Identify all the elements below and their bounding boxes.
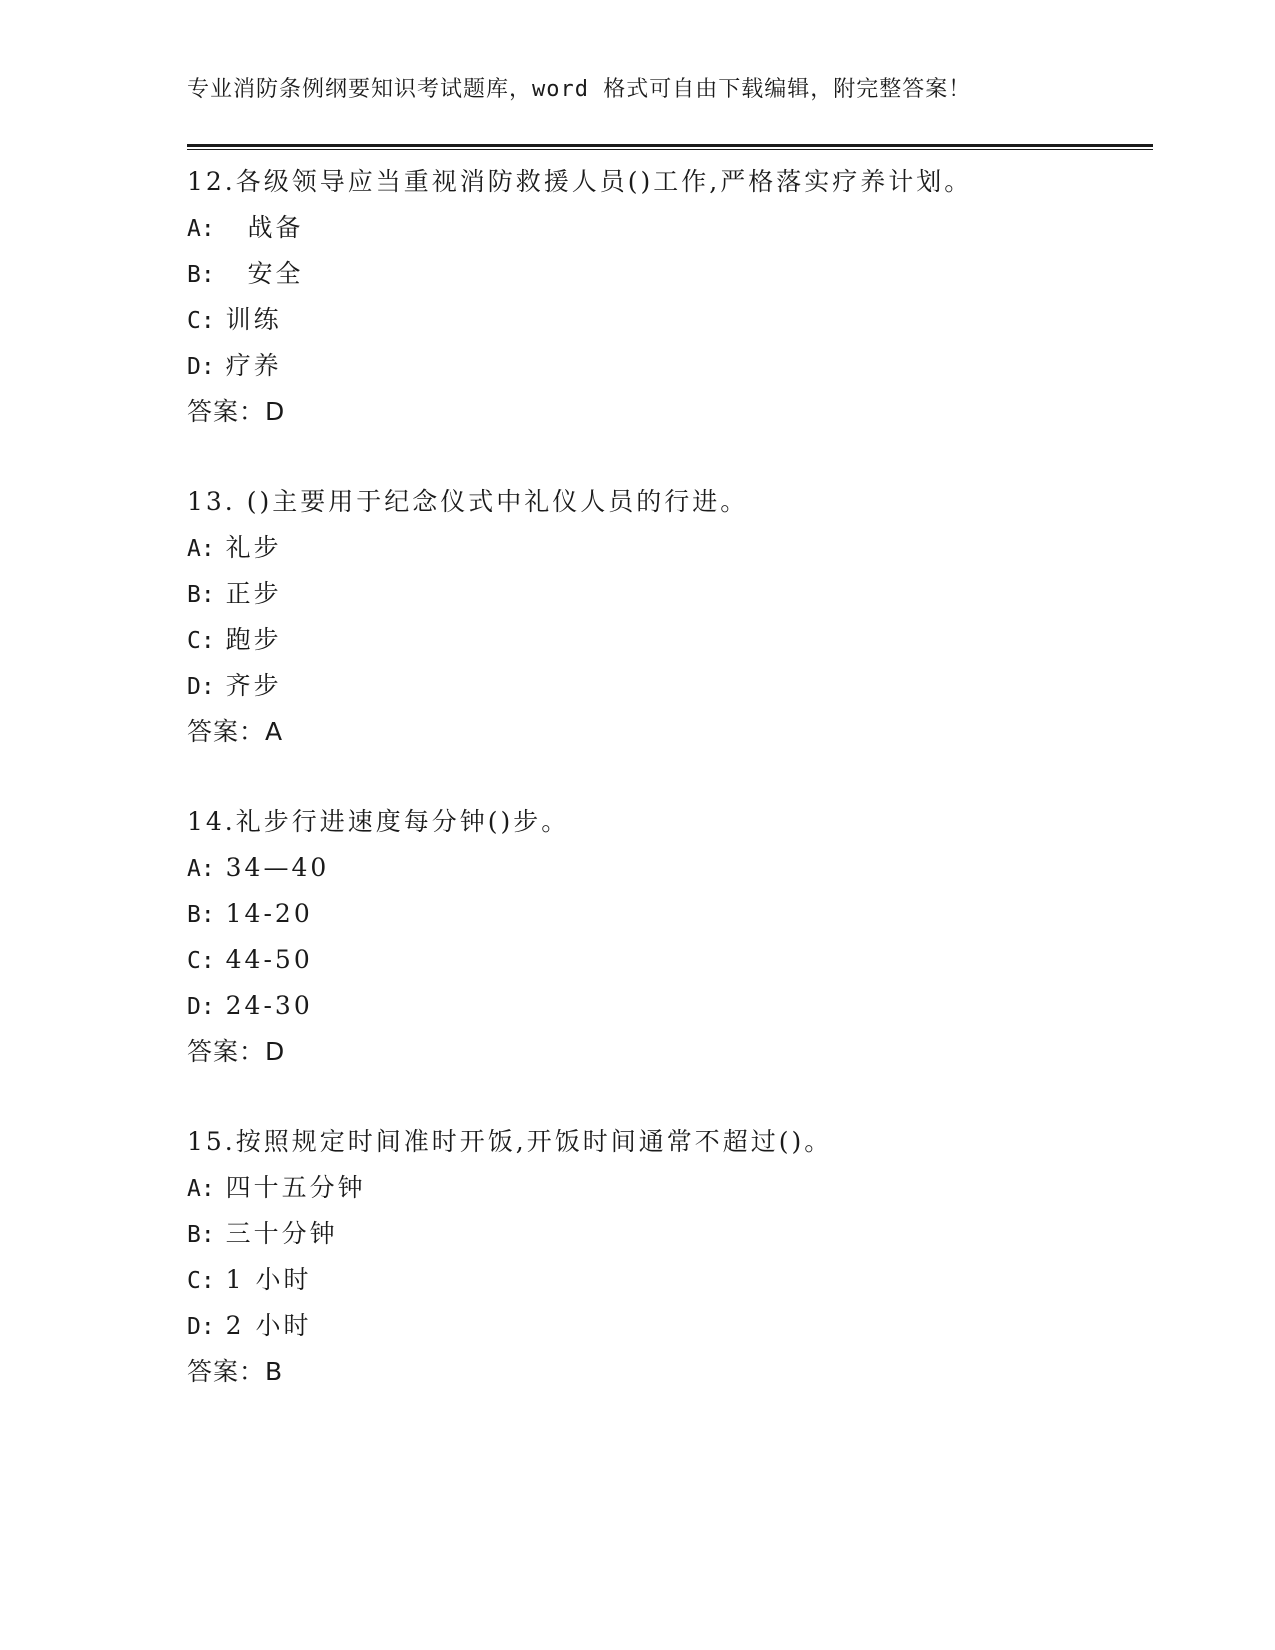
option-text: 2 小时 [225,1311,312,1340]
option-text: 三十分钟 [225,1219,338,1248]
option-b [187,1211,1153,1257]
option-letter: C: [187,1268,215,1294]
answer-line: 答案：D [187,397,286,426]
question-stem: 15.按照规定时间准时开饭,开饭时间通常不超过()。 [187,1127,833,1156]
question-stem: 13. ()主要用于纪念仪式中礼仪人员的行进。 [187,487,749,516]
option-text: 正步 [225,579,282,608]
answer-line: 答案：D [187,1037,286,1066]
option-letter: D: [187,994,215,1020]
option-letter: B: [187,262,215,288]
option-letter: B: [187,582,215,608]
question-13 [187,479,1153,799]
page-header: 专业消防条例纲要知识考试题库，word 格式可自由下载编辑，附完整答案！ [187,77,972,102]
option-b [187,891,1153,937]
option-letter: D: [187,354,215,380]
question-list [187,159,1153,1439]
option-letter: B: [187,1222,215,1248]
option-c [187,617,1153,663]
option-text: 安全 [225,259,304,288]
option-text: 14-20 [225,899,313,928]
option-b [187,251,1153,297]
option-d [187,343,1153,389]
option-b [187,571,1153,617]
option-text: 1 小时 [225,1265,312,1294]
option-text: 四十五分钟 [225,1173,366,1202]
option-a [187,1165,1153,1211]
option-text: 24-30 [225,991,313,1020]
option-letter: C: [187,628,215,654]
option-a [187,845,1153,891]
option-text: 礼步 [225,533,282,562]
option-letter: A: [187,216,215,242]
answer-line: 答案：B [187,1357,284,1386]
option-c [187,1257,1153,1303]
option-d [187,1303,1153,1349]
option-text: 战备 [225,213,304,242]
option-text: 疗养 [225,351,282,380]
option-letter: A: [187,856,215,882]
question-stem: 14.礼步行进速度每分钟()步。 [187,807,570,836]
option-a [187,205,1153,251]
option-text: 训练 [225,305,282,334]
option-text: 跑步 [225,625,282,654]
option-d [187,663,1153,709]
option-d [187,983,1153,1029]
option-letter: C: [187,948,215,974]
answer-line: 答案：A [187,717,284,746]
question-12 [187,159,1153,479]
option-c [187,937,1153,983]
option-text: 44-50 [225,945,313,974]
option-c [187,297,1153,343]
option-letter: B: [187,902,215,928]
option-letter: C: [187,308,215,334]
option-a [187,525,1153,571]
option-letter: D: [187,674,215,700]
option-letter: A: [187,1176,215,1202]
option-text: 齐步 [225,671,282,700]
option-letter: A: [187,536,215,562]
header-divider-thin [187,149,1153,150]
question-stem: 12.各级领导应当重视消防救援人员()工作,严格落实疗养计划。 [187,167,973,196]
header-divider-thick [187,144,1153,147]
option-text: 34—40 [225,853,330,882]
option-letter: D: [187,1314,215,1340]
question-15 [187,1119,1153,1439]
question-14 [187,799,1153,1119]
